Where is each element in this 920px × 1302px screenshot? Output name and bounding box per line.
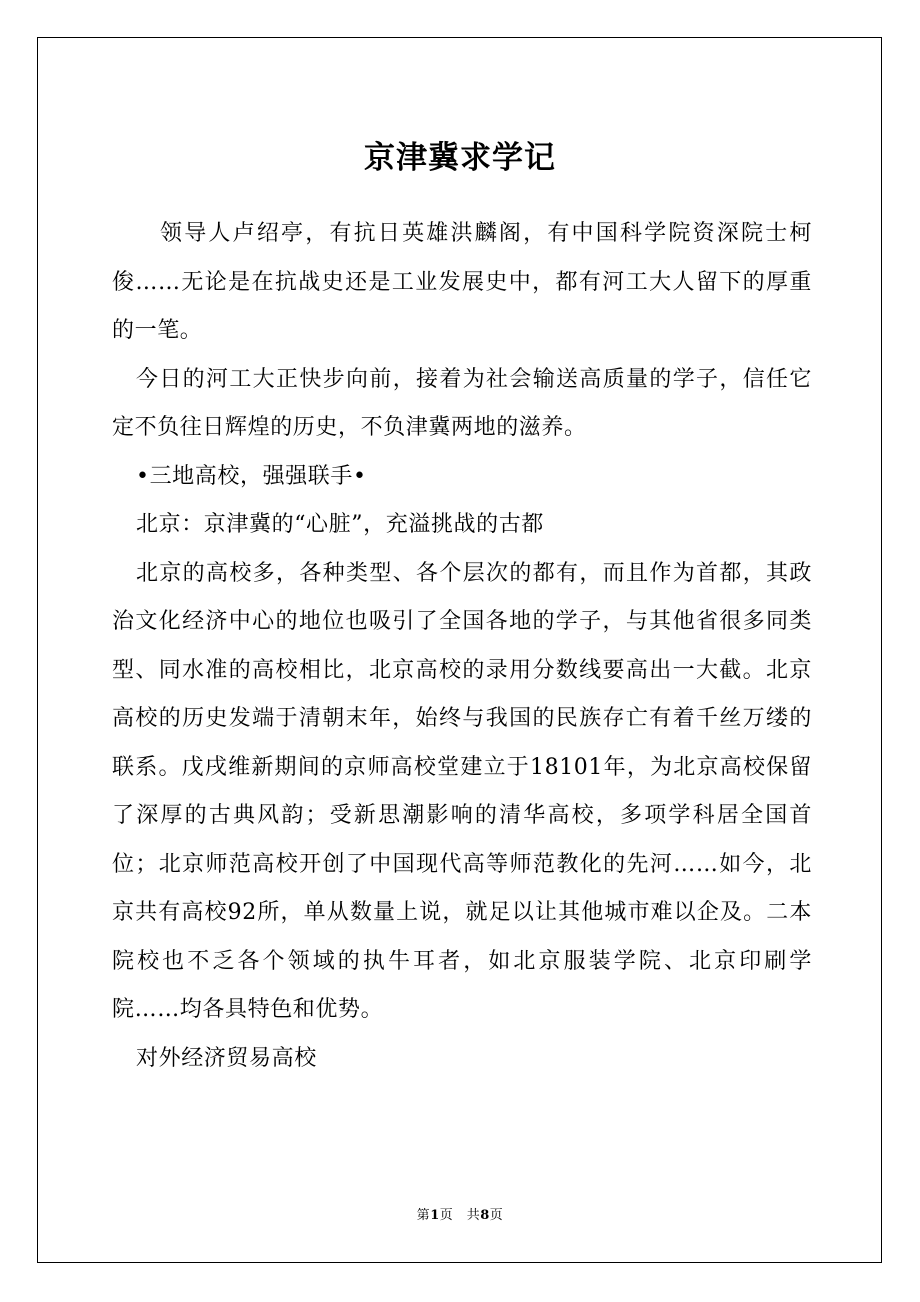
document-body xyxy=(112,210,812,1083)
footer-page-prefix: 第 xyxy=(416,1208,431,1223)
footer-page-mid: 页 共 xyxy=(439,1208,481,1223)
footer-page-suffix: 页 xyxy=(489,1208,504,1223)
paragraph-today-hebut: 今日的河工大正快步向前，接着为社会输送高质量的学子，信任它定不负往日辉煌的历史，不负津冀两地的滋养。 xyxy=(112,366,812,440)
document-title: 京津冀求学记 xyxy=(364,139,556,176)
paragraph-intro-figures: 领导人卢绍亭，有抗日英雄洪麟阁，有中国科学院资深院士柯俊……无论是在抗战史还是工业发展史中，都有河工大人留下的厚重的一笔。 xyxy=(112,221,812,343)
page-footer xyxy=(0,1207,920,1225)
footer-current-page: 1 xyxy=(430,1208,440,1223)
section-heading-three-regions: •三地高校，强强联手• xyxy=(136,463,367,489)
subheading-beijing: 北京：京津冀的“心脏”，充溢挑战的古都 xyxy=(136,512,544,537)
footer-total-pages: 8 xyxy=(480,1208,490,1223)
paragraph-beijing-universities: 北京的高校多，各种类型、各个层次的都有，而且作为首都，其政治文化经济中心的地位也吸引了全国各地的学子，与其他省很多同类型、同水准的高校相比，北京高校的录用分数线要高出一大截。北京高校的历史发端于清朝末年，始终与我国的民族存亡有着千丝万缕的联系。戊戌维新期间的京师高校堂建立于18101年，为北京高校保留了深厚的古典风韵；受新思潮影响的清华高校，多项学科居全国首位；北京师范高校开创了中国现代高等师范教化的先河……如今，北京共有高校92所，单从数量上说，就足以让其他城市难以企及。二本院校也不乏各个领域的执牛耳者，如北京服装学院、北京印刷学院……均各具特色和优势。 xyxy=(112,560,812,1022)
subheading-uibe: 对外经济贸易高校 xyxy=(136,1045,317,1071)
